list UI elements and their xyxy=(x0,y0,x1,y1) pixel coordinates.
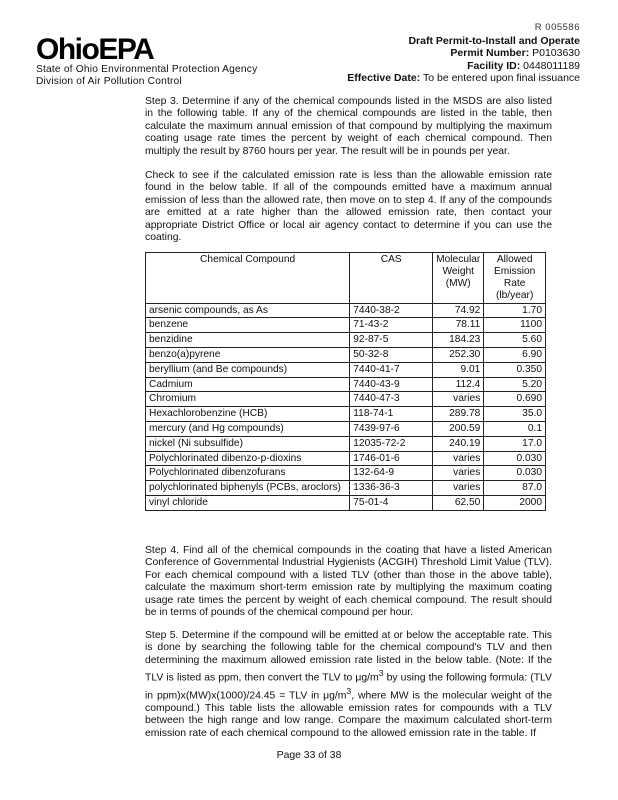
content xyxy=(145,96,552,511)
cell-rate: 2000 xyxy=(484,496,546,511)
cell-mw: 9.01 xyxy=(433,362,484,377)
permit-number-value: P0103630 xyxy=(532,47,580,60)
table-row xyxy=(146,407,546,422)
effective-date-value: To be entered upon final issuance xyxy=(422,72,580,85)
facility-id-label: Facility ID: xyxy=(467,59,521,72)
cell-mw: 78.11 xyxy=(433,318,484,333)
header-mw: Molecular Weight (MW) xyxy=(433,253,484,303)
cell-mw: 289.78 xyxy=(433,407,484,422)
table-row xyxy=(146,436,546,451)
cell-cas: 7440-43-9 xyxy=(350,377,433,392)
cell-mw: 112.4 xyxy=(433,377,484,392)
doc-title: Draft Permit-to-Install and Operate xyxy=(408,34,580,47)
cell-cas: 92-87-5 xyxy=(350,333,433,348)
cell-cas: 7440-38-2 xyxy=(350,303,433,318)
header-rate: Allowed Emission Rate (lb/year) xyxy=(484,253,546,303)
header-right xyxy=(347,22,580,85)
cell-mw: 74.92 xyxy=(433,303,484,318)
cell-mw: 184.23 xyxy=(433,333,484,348)
cell-cas: 50-32-8 xyxy=(350,348,433,363)
cell-compound: Hexachlorobenzine (HCB) xyxy=(146,407,350,422)
facility-id-line xyxy=(347,60,580,73)
division-name: Division of Air Pollution Control xyxy=(36,75,182,87)
chemical-table xyxy=(145,252,546,510)
check-paragraph: Check to see if the calculated emission rate is less than the allowable emission rate found in the below table. If all of the compounds emitted have a maximum annual emission of less than the allowed rate, then move on to step 4. If any of the compounds are emitted at a rate higher than the allowed emission rate, then contact your appropriate District Office or local air agency contact to determine if you can use the coating. xyxy=(145,170,552,244)
header-compound: Chemical Compound xyxy=(146,253,350,303)
superscript-3: 3 xyxy=(346,686,352,697)
cell-rate: 5.20 xyxy=(484,377,546,392)
cell-compound: benzidine xyxy=(146,333,350,348)
cell-rate: 35.0 xyxy=(484,407,546,422)
cell-cas: 118-74-1 xyxy=(350,407,433,422)
cell-rate: 6.90 xyxy=(484,348,546,363)
table-row xyxy=(146,303,546,318)
table-row xyxy=(146,481,546,496)
table-row xyxy=(146,392,546,407)
cell-rate: 0.1 xyxy=(484,422,546,437)
table-row xyxy=(146,362,546,377)
step4-paragraph: Step 4. Find all of the chemical compounds in the coating that have a listed American Conference of Governmental Industrial Hygienists (ACGIH) Threshold Limit Value (TLV). For each chemical compound with a listed TLV (other than those in the above table), calculate the maximum short-term emission rate by multiplying the maximum coating usage rate times the percent by weight of each chemical compound. The result should be in terms of pounds of the chemical compound per hour. xyxy=(145,545,552,619)
cell-compound: beryllium (and Be compounds) xyxy=(146,362,350,377)
step5-text-b: by using the following formula: (TLV in ppm)x(MW)x(1000)/24.45 = TLV in μg/m xyxy=(145,672,552,702)
effective-date-line xyxy=(347,72,580,85)
cell-rate: 5.60 xyxy=(484,333,546,348)
step3-paragraph: Step 3. Determine if any of the chemical compounds listed in the MSDS are also listed in the following table. If any of the chemical compounds are listed in the table, then calculate the maximum annual emission of that compound by multiplying the maximum coating usage rate times the percent by weight of each chemical compound. Then multiply the result by 8760 hours per year. The result will be in pounds per year. xyxy=(145,96,552,157)
cell-compound: benzene xyxy=(146,318,350,333)
cell-cas: 12035-72-2 xyxy=(350,436,433,451)
table-row xyxy=(146,377,546,392)
cell-compound: Polychlorinated dibenzofurans xyxy=(146,466,350,481)
bates-stamp: R 005586 xyxy=(534,22,580,33)
cell-rate: 0.030 xyxy=(484,466,546,481)
header-cas: CAS xyxy=(350,253,433,303)
step5-paragraph xyxy=(145,630,552,740)
facility-id-value: 0448011189 xyxy=(523,59,580,72)
cell-cas: 7440-47-3 xyxy=(350,392,433,407)
cell-mw: 62.50 xyxy=(433,496,484,511)
table-row xyxy=(146,496,546,511)
cell-compound: Chromium xyxy=(146,392,350,407)
cell-rate: 1100 xyxy=(484,318,546,333)
cell-rate: 17.0 xyxy=(484,436,546,451)
table-row xyxy=(146,466,546,481)
cell-cas: 71-43-2 xyxy=(350,318,433,333)
permit-number-line xyxy=(347,47,580,60)
effective-date-label: Effective Date: xyxy=(347,72,421,85)
cell-mw: varies xyxy=(433,451,484,466)
ohio-epa-logo: OhioEPA xyxy=(36,33,154,66)
cell-cas: 1746-01-6 xyxy=(350,451,433,466)
cell-compound: mercury (and Hg compounds) xyxy=(146,422,350,437)
cell-rate: 0.030 xyxy=(484,451,546,466)
cell-cas: 1336-36-3 xyxy=(350,481,433,496)
table-row xyxy=(146,348,546,363)
cell-mw: 240.19 xyxy=(433,436,484,451)
table-header-row xyxy=(146,253,546,303)
step5-text-a: Step 5. Determine if the compound will be emitted at or below the acceptable rate. This is done by searching the following table for the chemical compound's TLV and then determining the maximum allowed emission rate listed in the below table. (Note: If the TLV is listed as ppm, then convert the TLV to μg/m xyxy=(145,630,552,684)
cell-mw: 200.59 xyxy=(433,422,484,437)
table-row xyxy=(146,422,546,437)
cell-compound: Polychlorinated dibenzo-p-dioxins xyxy=(146,451,350,466)
superscript-3: 3 xyxy=(378,668,384,679)
cell-compound: vinyl chloride xyxy=(146,496,350,511)
cell-compound: nickel (Ni subsulfide) xyxy=(146,436,350,451)
cell-rate: 1.70 xyxy=(484,303,546,318)
cell-mw: varies xyxy=(433,466,484,481)
cell-cas: 75-01-4 xyxy=(350,496,433,511)
cell-rate: 0.350 xyxy=(484,362,546,377)
agency-name: State of Ohio Environmental Protection Agency xyxy=(36,64,258,75)
cell-mw: varies xyxy=(433,392,484,407)
step5-text-c: , where MW is the molecular weight of the compound.) This table lists the allowable emission rates for compounds with a TLV between the high range and low range. Compare the maximum calculated short-term emission rate of each chemical compound to the allowed emission rate in the table. If xyxy=(145,690,552,739)
table-row xyxy=(146,451,546,466)
cell-mw: varies xyxy=(433,481,484,496)
page-number: Page 33 of 38 xyxy=(276,750,342,761)
cell-compound: polychlorinated biphenyls (PCBs, aroclors) xyxy=(146,481,350,496)
cell-cas: 132-64-9 xyxy=(350,466,433,481)
cell-compound: benzo(a)pyrene xyxy=(146,348,350,363)
cell-rate: 87.0 xyxy=(484,481,546,496)
cell-cas: 7439-97-6 xyxy=(350,422,433,437)
cell-compound: Cadmium xyxy=(146,377,350,392)
header-left xyxy=(36,33,276,87)
cell-cas: 7440-41-7 xyxy=(350,362,433,377)
cell-rate: 0.690 xyxy=(484,392,546,407)
cell-compound: arsenic compounds, as As xyxy=(146,303,350,318)
permit-number-label: Permit Number: xyxy=(450,47,530,60)
cell-mw: 252.30 xyxy=(433,348,484,363)
table-row xyxy=(146,318,546,333)
table-row xyxy=(146,333,546,348)
